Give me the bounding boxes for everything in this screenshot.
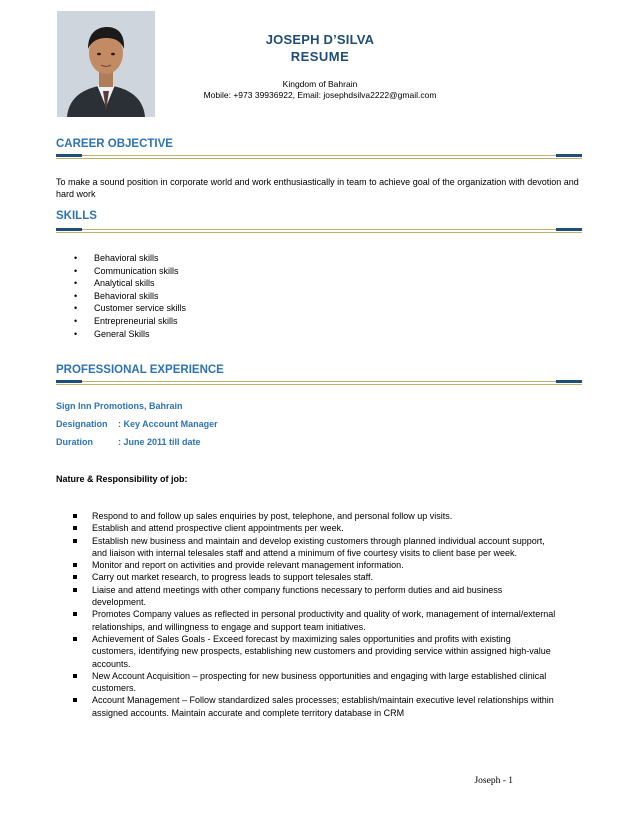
list-item: Establish and attend prospective client appointments per week. [56,522,556,534]
skills-list [56,252,186,340]
bullet-icon: • [74,328,78,339]
section-divider [56,380,582,387]
duration-row [56,437,201,447]
designation-value: : Key Account Manager [118,419,218,429]
list-item: Achievement of Sales Goals - Exceed forecast by maximizing sales opportunities and profits with existing customers, identifying new prospects, establishing new customers and providing service within assigned high-value accounts. [56,633,556,670]
bullet-icon: • [74,278,78,289]
bullet-icon: • [74,303,78,314]
responsibilities-list [56,510,556,719]
square-bullet-icon [73,588,77,592]
list-item: Monitor and report on activities and provide relevant management information. [56,559,556,571]
list-item: • Customer service skills [74,303,187,314]
square-bullet-icon [73,526,77,530]
bullet-icon: • [74,315,78,326]
list-item: New Account Acquisition – prospecting for new business opportunities and engaging with large established clinical customers. [56,670,556,695]
list-item: Liaise and attend meetings with other company functions necessary to perform duties and aid business development. [56,584,556,609]
location-text: Kingdom of Bahrain [282,79,358,89]
experience-heading: PROFESSIONAL EXPERIENCE [56,364,224,376]
contact-info: Mobile: +973 39936922, Email: josephdsilva2222@gmail.com [203,90,437,100]
skills-heading: SKILLS [56,210,97,222]
list-item: • Behavioral skills [74,290,159,301]
list-item: Respond to and follow up sales enquiries by post, telephone, and personal follow up visits. [56,510,556,522]
list-item: • Behavioral skills [74,253,159,263]
designation-label: Designation [56,419,108,429]
square-bullet-icon [73,514,77,518]
career-objective-heading: CAREER OBJECTIVE [56,138,173,150]
section-divider [56,228,582,235]
bullet-icon: • [74,253,78,263]
square-bullet-icon [73,612,77,616]
square-bullet-icon [73,539,77,543]
list-item: Account Management – Follow standardized sales processes; establish/maintain executive level relationships within assigned accounts. Maintain accurate and complete territory database in CRM [56,694,556,719]
square-bullet-icon [73,563,77,567]
list-item: • General Skills [74,328,150,339]
duration-value: : June 2011 till date [118,437,201,447]
square-bullet-icon [73,674,77,678]
list-item: • Communication skills [74,265,179,276]
section-divider [56,154,582,161]
company-name: Sign Inn Promotions, Bahrain [56,401,183,411]
designation-row [56,419,218,429]
list-item: Promotes Company values as reflected in personal productivity and quality of work, management of internal/external relationships, and willingness to engage and support team initiatives. [56,608,556,633]
square-bullet-icon [73,575,77,579]
career-objective-text: To make a sound position in corporate world and work enthusiastically in team to achieve goal of the organization with devotion and hard work [56,177,579,199]
candidate-name: JOSEPH D’SILVA [265,32,375,47]
person-portrait-icon [57,11,155,117]
duration-label: Duration [56,437,93,447]
square-bullet-icon [73,637,77,641]
bullet-icon: • [74,290,78,301]
profile-photo [57,11,155,117]
list-item: Establish new business and maintain and develop existing customers through planned individual account support, and liaison with internal telesales staff and attend a minimum of five courtesy visits to client base per week. [56,535,556,560]
list-item: Carry out market research, to progress leads to support telesales staff. [56,571,556,583]
document-title: RESUME [290,49,350,64]
list-item: • Analytical skills [74,278,155,289]
list-item: • Entrepreneurial skills [74,315,178,326]
square-bullet-icon [73,698,77,702]
page-footer: Joseph - 1 [474,776,513,786]
responsibilities-heading: Nature & Responsibility of job: [56,474,188,484]
bullet-icon: • [74,265,78,276]
